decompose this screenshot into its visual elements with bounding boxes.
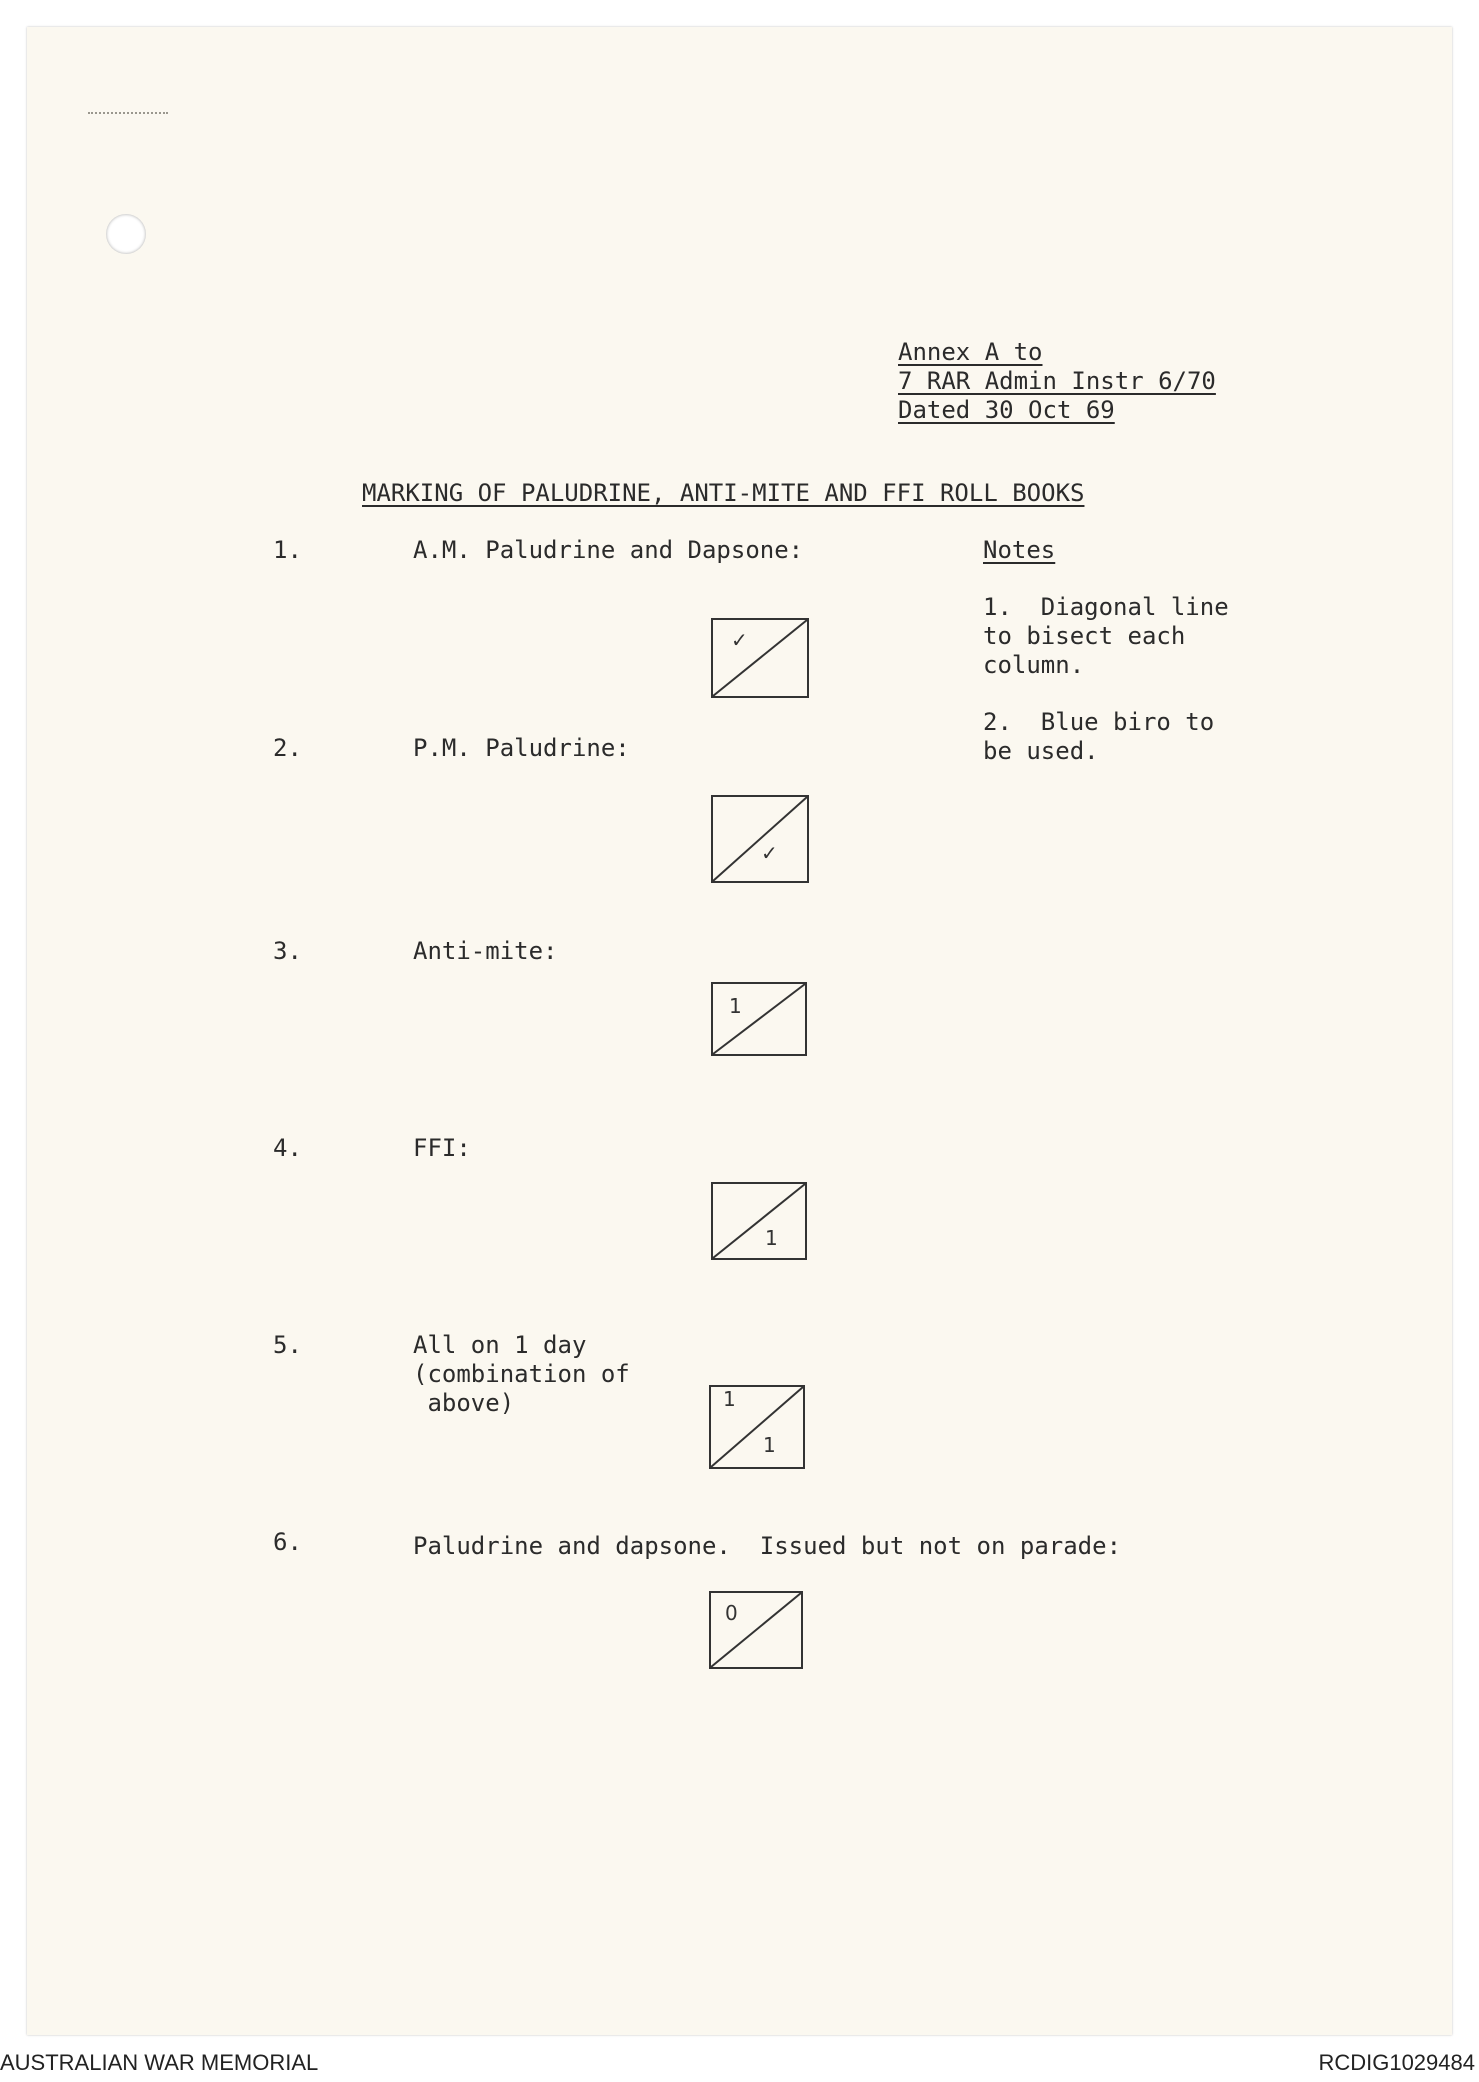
item-5-number: 5. [273, 1331, 302, 1359]
item-6-upper-mark: 0 [725, 1601, 738, 1625]
note-2-line-2: be used. [983, 737, 1099, 765]
item-1-number: 1. [273, 536, 302, 564]
item-5-label-line-1: All on 1 day [413, 1331, 587, 1359]
item-5-lower-mark: 1 [763, 1433, 776, 1457]
item-2-label: P.M. Paludrine: [413, 734, 630, 762]
item-4-label: FFI: [413, 1134, 471, 1162]
item-6-marking-box [709, 1591, 803, 1669]
diagonal-line [713, 984, 805, 1054]
item-2-marking-box [711, 795, 809, 883]
note-1-line-1: 1. Diagonal line [983, 593, 1229, 621]
item-4-number: 4. [273, 1134, 302, 1162]
diagonal-line [713, 1184, 805, 1258]
item-5-marking-box [709, 1385, 805, 1469]
document-title: MARKING OF PALUDRINE, ANTI-MITE AND FFI ROLL BOOKS [362, 479, 1085, 507]
item-6-number: 6. [273, 1528, 302, 1556]
item-2-number: 2. [273, 734, 302, 762]
item-3-number: 3. [273, 937, 302, 965]
note-1-line-2: to bisect each [983, 622, 1186, 650]
note-2-line-1: 2. Blue biro to [983, 708, 1215, 736]
annex-reference: Annex A to [898, 338, 1043, 366]
item-3-upper-mark: 1 [729, 994, 742, 1018]
item-5-label-line-2: (combination of [413, 1360, 630, 1388]
archive-credit: AUSTRALIAN WAR MEMORIAL [0, 2050, 319, 2075]
item-1-upper-mark: ✓ [731, 628, 748, 652]
instruction-reference: 7 RAR Admin Instr 6/70 [898, 367, 1216, 395]
item-6-label: Paludrine and dapsone. Issued but not on parade: [413, 1532, 1122, 1560]
item-5-upper-mark: 1 [723, 1387, 736, 1411]
archive-reference-id: RCDIG1029484 [1318, 2050, 1475, 2075]
notes-heading: Notes [983, 536, 1056, 564]
item-4-lower-mark: 1 [765, 1226, 778, 1250]
diagonal-line [713, 797, 807, 881]
punch-hole [106, 214, 146, 254]
item-1-label: A.M. Paludrine and Dapsone: [413, 536, 804, 564]
item-1-marking-box [711, 618, 809, 698]
item-2-lower-mark: ✓ [761, 841, 778, 865]
date-reference: Dated 30 Oct 69 [898, 396, 1115, 424]
note-1-line-3: column. [983, 651, 1085, 679]
item-5-label-line-3: above) [413, 1389, 515, 1417]
item-3-marking-box [711, 982, 807, 1056]
item-4-marking-box [711, 1182, 807, 1260]
diagonal-line [713, 620, 807, 696]
paper-mark [88, 112, 168, 118]
item-3-label: Anti-mite: [413, 937, 558, 965]
